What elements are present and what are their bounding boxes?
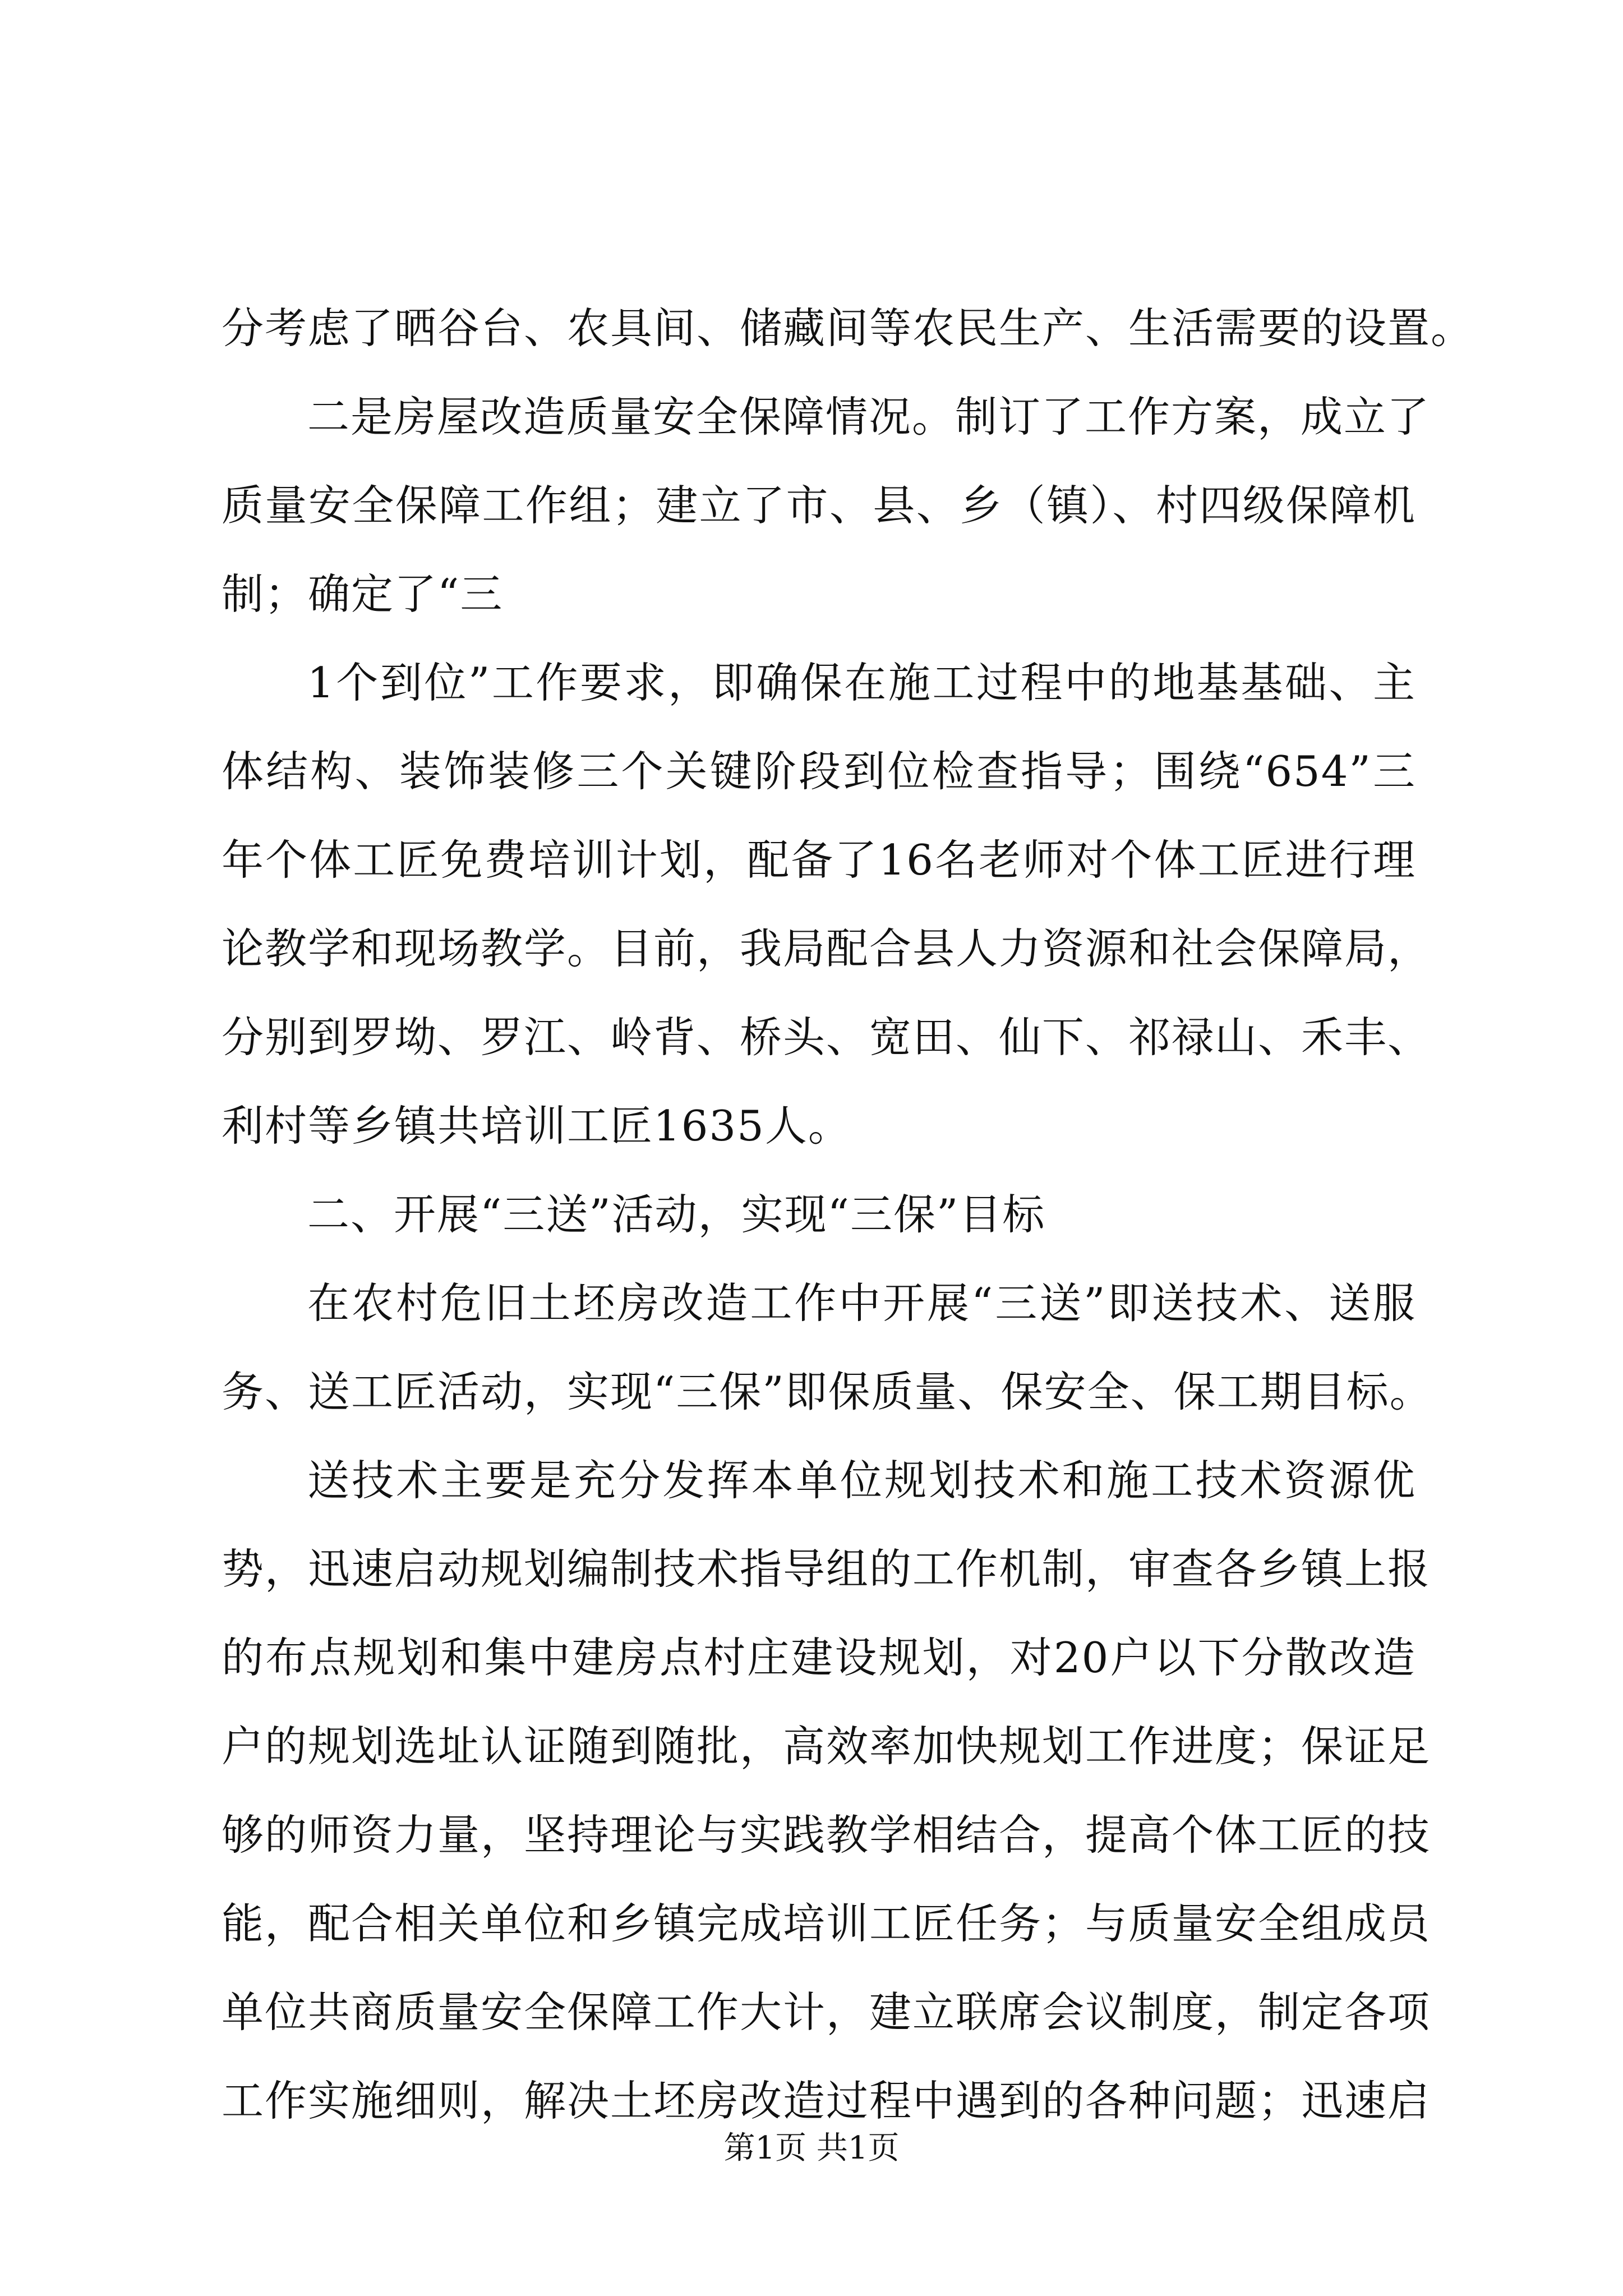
text-line-2: 二是房屋改造质量安全保障情况。制订了工作方案，成立了 <box>307 392 1431 441</box>
text-line-6: 体结构、装饰装修三个关键阶段到位检查指导；围绕“654”三 <box>222 747 1416 796</box>
text-line-10: 利村等乡镇共培训工匠1635人。 <box>222 1101 851 1151</box>
text-line-5: 1个到位”工作要求，即确保在施工过程中的地基基础、主 <box>307 658 1416 707</box>
text-line-1: 分考虑了晒谷台、农具间、储藏间等农民生产、生活需要的设置。 <box>222 303 1474 353</box>
text-line-18: 够的师资力量，坚持理论与实践教学相结合，提高个体工匠的技 <box>222 1810 1431 1860</box>
section-heading: 二、开展“三送”活动，实现“三保”目标 <box>307 1190 1046 1239</box>
page-footer: 第1页 共1页 <box>723 2130 900 2166</box>
text-line-13: 务、送工匠活动，实现“三保”即保质量、保安全、保工期目标。 <box>222 1367 1433 1416</box>
text-line-12: 在农村危旧土坯房改造工作中开展“三送”即送技术、送服 <box>307 1278 1416 1328</box>
text-line-14: 送技术主要是充分发挥本单位规划技术和施工技术资源优 <box>307 1456 1416 1505</box>
text-line-8: 论教学和现场教学。目前，我局配合县人力资源和社会保障局， <box>222 924 1431 973</box>
text-line-7: 年个体工匠免费培训计划，配备了16名老师对个体工匠进行理 <box>222 835 1416 885</box>
text-line-19: 能，配合相关单位和乡镇完成培训工匠任务；与质量安全组成员 <box>222 1899 1431 1948</box>
text-line-16: 的布点规划和集中建房点村庄建设规划，对20户以下分散改造 <box>222 1633 1416 1682</box>
text-line-17: 户的规划选址认证随到随批，高效率加快规划工作进度；保证足 <box>222 1722 1431 1771</box>
text-line-3: 质量安全保障工作组；建立了市、县、乡（镇）、村四级保障机 <box>222 481 1416 530</box>
text-line-9: 分别到罗坳、罗江、岭背、桥头、宽田、仙下、祁禄山、禾丰、 <box>222 1013 1431 1062</box>
text-line-21: 工作实施细则，解决土坯房改造过程中遇到的各种问题；迅速启 <box>222 2076 1431 2125</box>
text-line-20: 单位共商质量安全保障工作大计，建立联席会议制度，制定各项 <box>222 1987 1431 2037</box>
text-line-15: 势，迅速启动规划编制技术指导组的工作机制，审查各乡镇上报 <box>222 1544 1431 1594</box>
text-line-4: 制；确定了“三 <box>222 569 504 619</box>
